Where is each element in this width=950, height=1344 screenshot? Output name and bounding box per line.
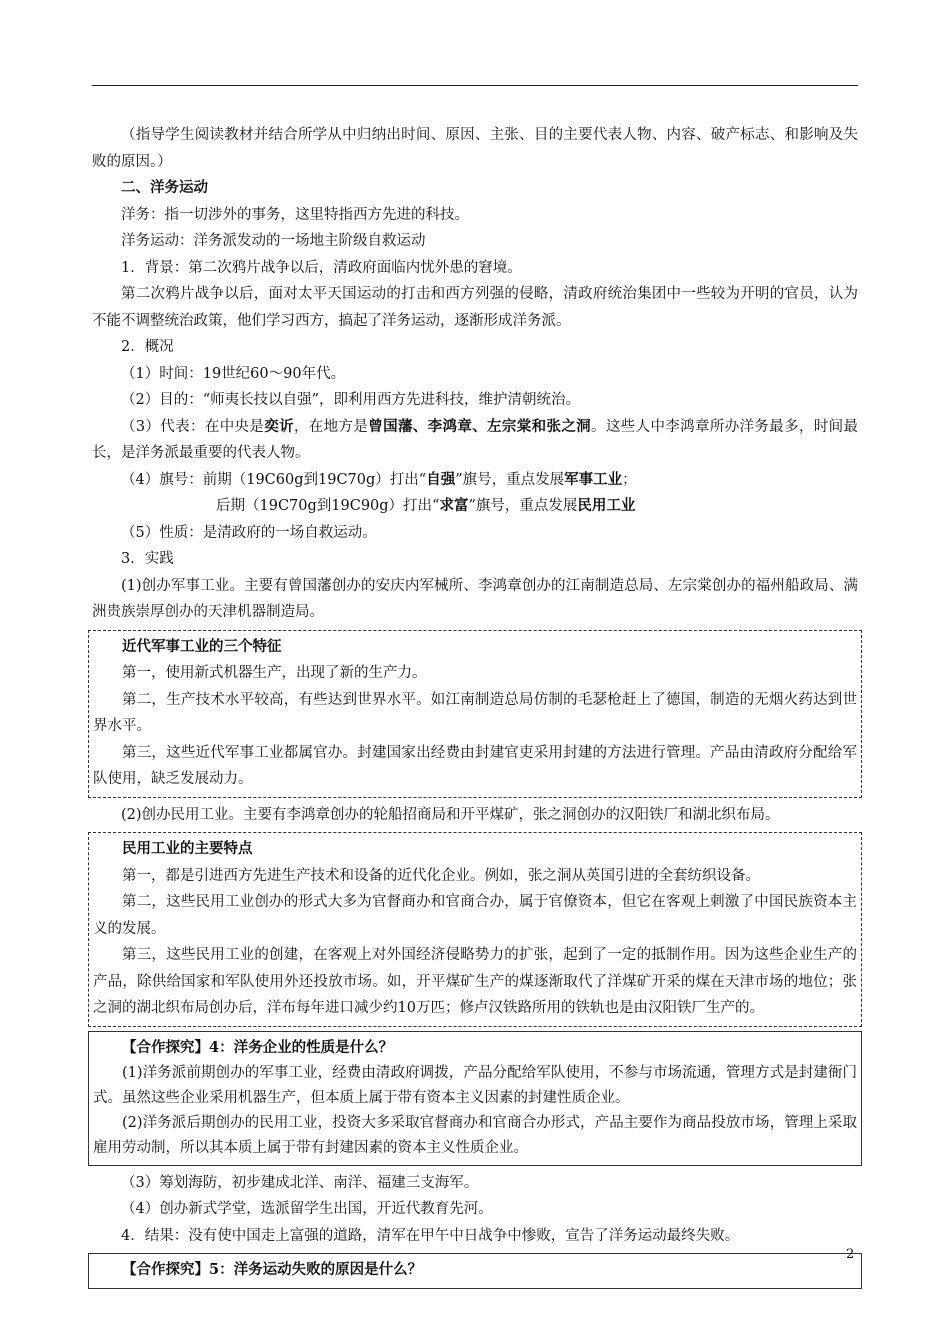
- page-number: 2: [846, 1247, 855, 1262]
- overview-time: （1）时间：19世纪60～90年代。: [121, 365, 346, 382]
- military-feature-3: 第三，这些近代军事工业都属官办。封建国家出经费由封建官吏采用封建的方法进行管理。产品由清政府分配给军队使用，缺乏发展动力。: [93, 744, 857, 787]
- overview-title: 2．概况: [121, 339, 174, 355]
- header-rule: [92, 85, 858, 86]
- inquiry-5-title: 【合作探究】5：洋务运动失败的原因是什么？: [122, 1261, 423, 1278]
- military-feature-1: 第一，使用新式机器生产，出现了新的生产力。: [122, 665, 427, 681]
- practice-title: 3．实践: [121, 551, 174, 567]
- overview-purpose: （2）目的：“师夷长技以自强”，即利用西方先进科技，维护清朝统治。: [121, 392, 581, 408]
- inquiry-4-answer-1: (1)洋务派前期创办的军事工业，经费由清政府调拨，产品分配给军队使用，不参与市场流通，管理方式是封建衙门式。虽然这些企业采用机器生产，但本质上属于带有资本主义因素的封建性质企业。: [93, 1064, 857, 1106]
- civil-feature-1: 第一，都是引进西方先进生产技术和设备的近代化企业。例如，张之洞从英国引进的全套纺织设备。: [122, 867, 760, 884]
- background-title: 1．背景：第二次鸦片战争以后，清政府面临内忧外患的窘境。: [121, 259, 522, 276]
- background-body: 第二次鸦片战争以后，面对太平天国运动的打击和西方列强的侵略，清政府统治集团中一些较为开明的官员，认为不能不调整统治政策，他们学习西方，搞起了洋务运动，逐渐形成洋务派。: [92, 286, 858, 329]
- overview-nature: （5）性质：是清政府的一场自救运动。: [121, 524, 377, 541]
- section-title: 二、洋务运动: [121, 179, 208, 196]
- schools: （4）创办新式学堂，选派留学生出国，开近代教育先河。: [121, 1201, 493, 1217]
- navy: （3）筹划海防，初步建成北洋、南洋、福建三支海军。: [121, 1174, 479, 1191]
- civil-features-box: [88, 832, 862, 1027]
- intro-note: （指导学生阅读教材并结合所学从中归纳出时间、原因、主张、目的主要代表人物、内容、破产标志、和影响及失败的原因。）: [92, 127, 858, 170]
- military-features-box: [88, 630, 862, 798]
- definition-movement: 洋务运动：洋务派发动的一场地主阶级自救运动: [121, 233, 426, 249]
- inquiry-4-answer-2: (2)洋务派后期创办的民用工业，投资大多采取官督商办和官商合办形式，产品主要作为商品投放市场，管理上采取雇用劳动制，所以其本质上属于带有封建因素的资本主义性质企业。: [93, 1114, 857, 1156]
- inquiry-4-title: 【合作探究】4：洋务企业的性质是什么？: [122, 1038, 394, 1056]
- definition-yangwu: 洋务：指一切涉外的事务，这里特指西方先进的科技。: [121, 206, 469, 223]
- inquiry-box-4: [88, 1031, 862, 1166]
- civil-feature-2: 第二，这些民用工业创办的形式大多为官督商办和官商合办，属于官僚资本，但它在客观上刺激了中国民族资本主义的发展。: [93, 894, 857, 937]
- military-industry: (1)创办军事工业。主要有曾国藩创办的安庆内军械所、李鸿章创办的江南制造总局、左宗棠创办的福州船政局、满洲贵族崇厚创办的天津机器制造局。: [92, 577, 858, 620]
- military-features-title: 近代军事工业的三个特征: [122, 637, 282, 655]
- document-body: [92, 122, 858, 1293]
- result: 4．结果：没有使中国走上富强的道路，清军在甲午中日战争中惨败，宣告了洋务运动最终失败。: [121, 1227, 740, 1244]
- overview-banner-early: （4）旗号：前期（19C60g到19C70g）打出“自强”旗号，重点发展军事工业；: [121, 470, 637, 488]
- overview-banner-late: 后期（19C70g到19C90g）打出“求富”旗号，重点发展民用工业: [216, 497, 636, 514]
- civil-feature-3: 第三，这些民用工业的创建，在客观上对外国经济侵略势力的扩张，起到了一定的抵制作用。因为这些企业生产的产品，除供给国家和军队使用外还投放市场。如，开平煤矿生产的煤逐渐取代了洋煤矿开采的煤在天津市场的地位；张之洞的湖北织布局创办后，洋布每年进口减少约10万匹；修卢汉铁路所用的铁轨也是由汉阳铁厂生产的。: [93, 947, 857, 1016]
- military-feature-2: 第二，生产技术水平较高，有些达到世界水平。如江南制造总局仿制的毛瑟枪赶上了德国，制造的无烟火药达到世界水平。: [93, 691, 857, 734]
- civil-features-title: 民用工业的主要特点: [122, 840, 253, 857]
- inquiry-box-5: [88, 1253, 862, 1289]
- civil-industry: (2)创办民用工业。主要有李鸿章创办的轮船招商局和开平煤矿，张之洞创办的汉阳铁厂和湖北织布局。: [121, 806, 780, 823]
- overview-representatives: （3）代表：在中央是奕䜣，在地方是曾国藩、李鸿章、左宗棠和张之洞。这些人中李鸿章所办洋务最多，时间最长，是洋务派最重要的代表人物。: [92, 417, 859, 461]
